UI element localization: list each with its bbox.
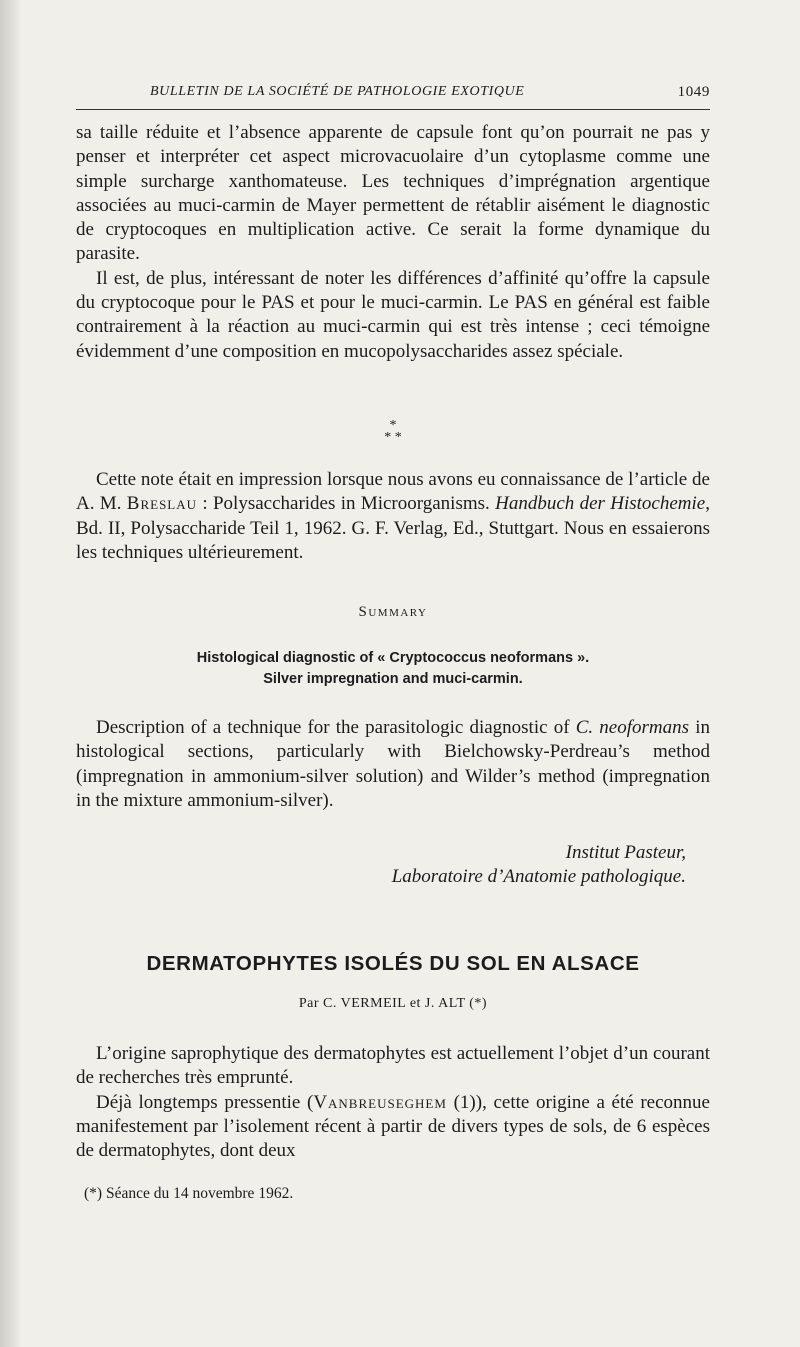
article-text [76,1042,710,1163]
intro-paragraph-2: Il est, de plus, intéressant de noter les différences d’affinité qu’offre la capsule du cryptocoque pour le PAS et pour le muci-carmin. Le PAS en général est faible contrairement à la réaction au muci-carmin qui est très intense ; ceci témoigne évidemment d’une composition en mucopolysaccharides assez spéciale. [76,267,710,362]
note-author: Breslau [126,493,198,515]
header-rule [76,109,710,110]
article-text-1: Déjà longtemps pressentie ( [96,1091,314,1113]
summary-text-2: in histological sections, particularly with Bielchowsky-Perdreau’s method (impregnation in ammonium-silver solution) and Wilder’s method (impregnation in the mixture ammonium-silver). [76,717,710,811]
affiliation [76,841,686,889]
article-title: DERMATOPHYTES ISOLÉS DU SOL EN ALSACE [146,952,640,975]
intro-text [76,121,710,364]
intro-paragraph-1: sa taille réduite et l’absence apparente de capsule font qu’on pourrait ne pas y penser et interpréter cet aspect microvacuolaire d’un cytoplasme comme une simple surcharge xanthomateuse. Les techniques d’imprégnation argentique associées au muci-carmin de Mayer permettent de rétablir aisément le diagnostic de cryptocoques en multiplication active. Ce serait la forme dynamique du parasite. [76,122,710,265]
summary-subtitle-line-1: Histological diagnostic of « Cryptococcus neoformans ». [196,650,590,666]
summary-species: C. neoformans [575,717,690,738]
note-text-1: Cette note était en impression lorsque nous avons eu connaissance de l’article de A. M. [76,469,710,515]
affiliation-line-1: Institut Pasteur, [565,842,686,863]
article-paragraph-2 [76,1091,710,1164]
article-ref-author: Vanbreuseghem [313,1091,447,1113]
book-spine-shadow [0,0,22,1347]
page-number: 1049 [677,84,710,100]
section-separator [76,420,710,444]
running-head [76,84,710,106]
separator-top-star: * [389,418,397,433]
summary-heading: Summary [358,604,428,620]
note-paragraph [76,468,710,565]
footnote: (*) Séance du 14 novembre 1962. [84,1185,294,1202]
article-paragraph-1: L’origine saprophytique des dermatophytes est actuellement l’objet d’un courant de recherches très emprunté. [76,1043,710,1089]
summary-subtitle-line-2: Silver impregnation and muci-carmin. [263,671,523,687]
summary-paragraph [76,716,710,813]
separator-bottom-stars: * * [384,430,402,445]
summary-subtitle [76,648,710,690]
note-text-2: : Polysaccharides in Microorganisms. [197,493,496,515]
note-book-title: Handbuch der Histochemie [495,493,706,515]
note-text [76,468,710,565]
summary-text-1: Description of a technique for the parasitologic diagnostic of [96,717,576,738]
note-text-3: , Bd. II, Polysaccharide Teil 1, 1962. G. F. Verlag, Ed., Stuttgart. Nous en essaierons les techniques ultérieurement. [76,493,710,563]
affiliation-line-2: Laboratoire d’Anatomie pathologique. [391,866,686,887]
article-text-2: (1)), cette origine a été reconnue manifestement par l’isolement récent à partir de divers types de sols, de 6 espèces de dermatophytes, dont deux [76,1091,710,1162]
summary-text [76,716,710,813]
journal-title: BULLETIN DE LA SOCIÉTÉ DE PATHOLOGIE EXOTIQUE [150,84,525,99]
article-authors: Par C. VERMEIL et J. ALT (*) [298,996,488,1011]
